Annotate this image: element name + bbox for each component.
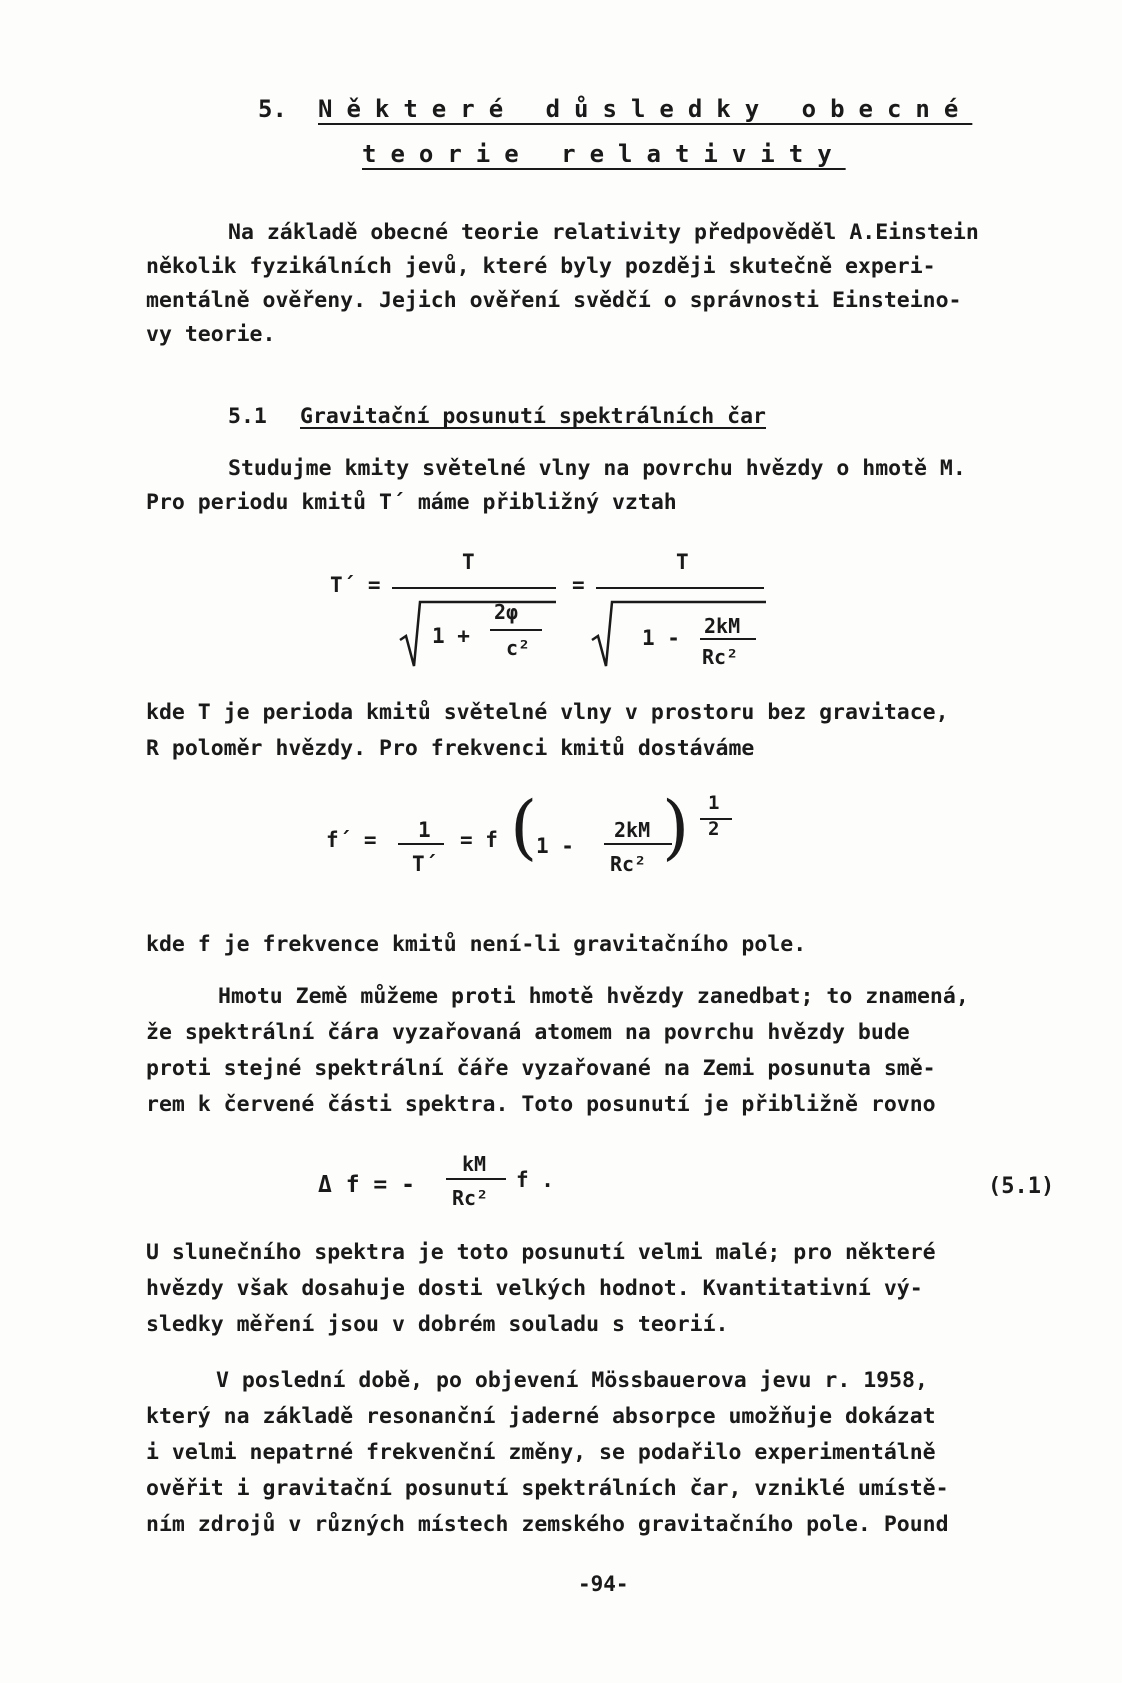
eq1-numerator-2: T xyxy=(676,550,689,574)
eq1-den2: 1 - xyxy=(642,626,680,650)
eq2-exp-num: 1 xyxy=(708,792,720,814)
eq1-den1: 1 + xyxy=(432,624,470,648)
eq2-frac-bar xyxy=(398,843,444,845)
intro-line: několik fyzikálních jevů, které byly později skutečně experi- xyxy=(146,254,936,279)
para-line: R poloměr hvězdy. Pro frekvenci kmitů dostáváme xyxy=(146,736,755,761)
eq1-frac2-num: 2kM xyxy=(704,614,741,638)
eq1-frac2-bar xyxy=(700,638,756,640)
eq2-inner: 1 - xyxy=(536,834,574,858)
eq2-lhs: f´ = xyxy=(326,828,377,852)
intro-line: Na základě obecné teorie relativity předpověděl A.Einstein xyxy=(228,220,979,245)
eq2-frac-den: T´ xyxy=(412,852,438,876)
para-line: i velmi nepatrné frekvenční změny, se podařilo experimentálně xyxy=(146,1440,936,1465)
eq3-frac-den: Rc² xyxy=(452,1186,489,1210)
para-line: kde f je frekvence kmitů není-li gravitačního pole. xyxy=(146,932,807,957)
para-line: V poslední době, po objevení Mössbauerova jevu r. 1958, xyxy=(216,1368,928,1393)
eq2-exp-den: 2 xyxy=(708,818,720,840)
eq1-frac1-den: c² xyxy=(506,636,531,660)
eq3-lhs: Δ f = - xyxy=(318,1172,415,1198)
eq2-equals: = f xyxy=(460,828,498,852)
eq2-paren-close: ) xyxy=(662,786,690,868)
section-title: Gravitační posunutí spektrálních čar xyxy=(300,404,766,429)
page-number: -94- xyxy=(578,1572,629,1596)
eq1-fraction-bar-2 xyxy=(596,587,764,589)
eq3-rhs: f . xyxy=(516,1168,554,1192)
eq2-frac-num: 1 xyxy=(418,818,431,842)
eq1-numerator-1: T xyxy=(462,550,475,574)
eq1-frac1-num: 2φ xyxy=(494,600,519,624)
para-line: ním zdrojů v různých místech zemského gravitačního pole. Pound xyxy=(146,1512,949,1537)
eq1-sqrt-1 xyxy=(398,596,558,670)
eq3-frac-num: kM xyxy=(462,1152,487,1176)
eq2-inner-num: 2kM xyxy=(614,818,651,842)
eq1-equals: = xyxy=(572,573,585,597)
eq1-frac1-bar xyxy=(490,629,542,631)
section-number: 5.1 xyxy=(228,404,267,429)
para-line: že spektrální čára vyzařovaná atomem na povrchu hvězdy bude xyxy=(146,1020,910,1045)
chapter-title-line1: Některé důsledky obecné xyxy=(318,95,973,123)
para-line: Hmotu Země můžeme proti hmotě hvězdy zanedbat; to znamená, xyxy=(218,984,969,1009)
para-line: U slunečního spektra je toto posunutí velmi malé; pro některé xyxy=(146,1240,936,1265)
para-line: který na základě resonanční jaderné absorpce umožňuje dokázat xyxy=(146,1404,936,1429)
chapter-number: 5. xyxy=(258,95,287,123)
chapter-title-line2: teorie relativity xyxy=(362,140,846,168)
para-line: Pro periodu kmitů T´ máme přibližný vztah xyxy=(146,490,677,515)
intro-line: vy teorie. xyxy=(146,322,276,347)
para-line: hvězdy však dosahuje dosti velkých hodnot. Kvantitativní vý- xyxy=(146,1276,923,1301)
eq1-frac2-den: Rc² xyxy=(702,645,739,669)
para-line: rem k červené části spektra. Toto posunutí je přibližně rovno xyxy=(146,1092,936,1117)
eq2-paren-open: ( xyxy=(510,786,538,868)
eq2-inner-den: Rc² xyxy=(610,852,647,876)
para-line: proti stejné spektrální čáře vyzařované na Zemi posunuta smě- xyxy=(146,1056,936,1081)
equation-number: (5.1) xyxy=(988,1174,1055,1199)
eq3-frac-bar xyxy=(446,1178,506,1180)
intro-line: mentálně ověřeny. Jejich ověření svědčí o správnosti Einsteino- xyxy=(146,288,962,313)
para-line: sledky měření jsou v dobrém souladu s teorií. xyxy=(146,1312,729,1337)
para-line: Studujme kmity světelné vlny na povrchu hvězdy o hmotě M. xyxy=(228,456,966,481)
para-line: ověřit i gravitační posunutí spektrálních čar, vzniklé umístě- xyxy=(146,1476,949,1501)
eq1-lhs: T´ = xyxy=(330,573,381,597)
eq1-fraction-bar-1 xyxy=(392,587,556,589)
para-line: kde T je perioda kmitů světelné vlny v prostoru bez gravitace, xyxy=(146,700,949,725)
